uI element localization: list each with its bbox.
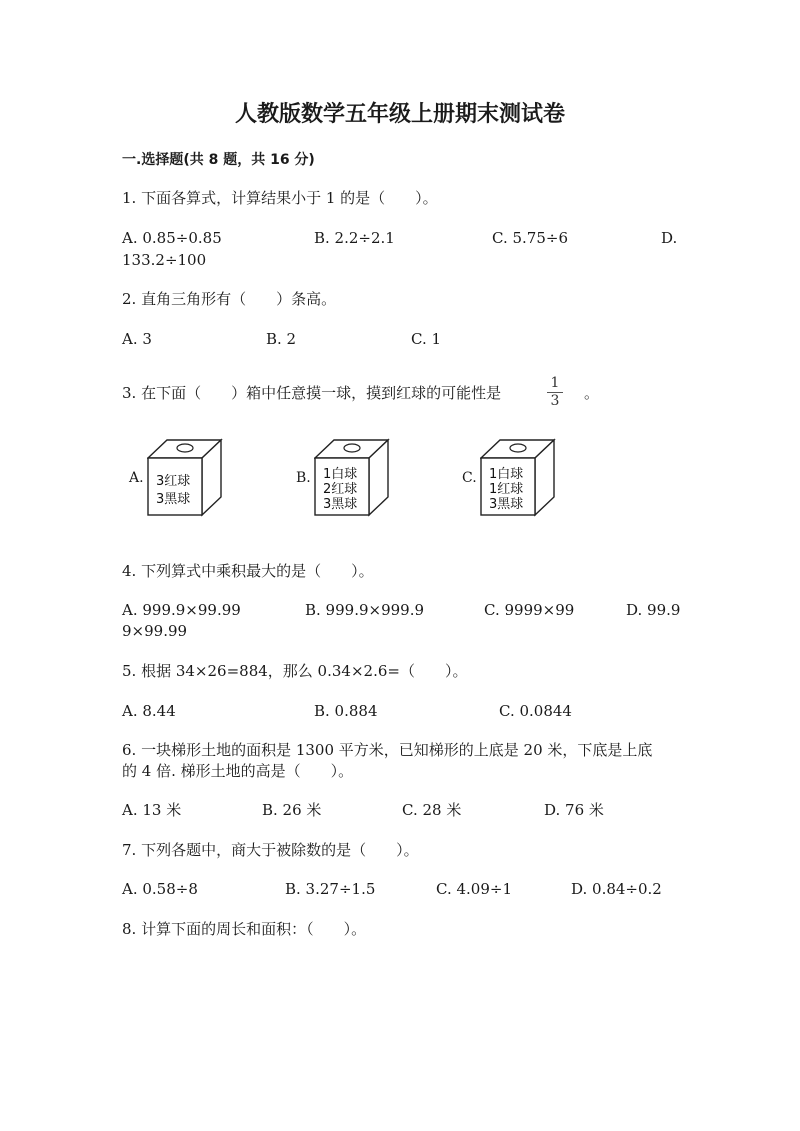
question-6-option-b: B. 26 米: [262, 801, 322, 819]
question-6-option-c: C. 28 米: [402, 801, 462, 819]
box-b-label: B.: [296, 470, 311, 486]
box-b-line-1: 1白球: [323, 467, 358, 482]
section-heading: 一.选择题(共 8 题，共 16 分): [122, 152, 315, 168]
box-a-line-2: 3黑球: [156, 492, 191, 507]
question-1-option-d-value: 133.2÷100: [122, 251, 207, 269]
question-1-option-a: A. 0.85÷0.85: [122, 229, 222, 247]
box-a-line-1: 3红球: [156, 474, 191, 489]
box-a-hole: [177, 444, 193, 452]
question-5-stem: 5. 根据 34×26=884，那么 0.34×2.6=（ ）。: [122, 662, 468, 680]
question-5-option-b: B. 0.884: [314, 702, 378, 720]
fraction-numerator: 1: [550, 375, 560, 391]
question-1-option-d: D.: [661, 229, 678, 247]
question-7-option-b: B. 3.27÷1.5: [285, 880, 376, 898]
question-2-option-b: B. 2: [266, 330, 297, 348]
question-4-stem: 4. 下列算式中乘积最大的是（ ）。: [122, 562, 374, 580]
question-1-option-c: C. 5.75÷6: [492, 229, 568, 247]
question-4-option-d: D. 99.9: [626, 601, 681, 619]
probability-fraction: [547, 376, 563, 409]
question-2-option-c: C. 1: [411, 330, 442, 348]
fraction-denominator: 3: [550, 393, 560, 409]
page-title: 人教版数学五年级上册期末测试卷: [234, 102, 565, 127]
question-6-stem-line-1: 6. 一块梯形土地的面积是 1300 平方米，已知梯形的上底是 20 米，下底是上底: [122, 741, 653, 759]
box-c-line-2: 1红球: [489, 482, 524, 497]
question-6-option-d: D. 76 米: [544, 801, 604, 819]
question-6-stem-line-2: 的 4 倍. 梯形土地的高是（ ）。: [122, 762, 354, 780]
box-c-label: C.: [462, 470, 477, 486]
question-6-option-a: A. 13 米: [122, 801, 182, 819]
question-3-stem-end: 。: [584, 384, 600, 402]
box-c-line-1: 1白球: [489, 467, 524, 482]
question-5-option-a: A. 8.44: [122, 702, 176, 720]
question-8-stem: 8. 计算下面的周长和面积：（ ）。: [122, 920, 367, 938]
box-b-line-3: 3黑球: [323, 497, 358, 512]
question-7-stem: 7. 下列各题中，商大于被除数的是（ ）。: [122, 841, 419, 859]
question-3-stem: 3. 在下面（ ）箱中任意摸一球，摸到红球的可能性是: [122, 384, 502, 402]
question-4-option-a: A. 999.9×99.99: [122, 601, 241, 619]
question-4-option-b: B. 999.9×999.9: [305, 601, 425, 619]
box-c-hole: [510, 444, 526, 452]
question-2-option-a: A. 3: [122, 330, 152, 348]
question-4-option-d-value: 9×99.99: [122, 622, 188, 640]
question-2-stem: 2. 直角三角形有（ ）条高。: [122, 290, 337, 308]
box-b-line-2: 2红球: [323, 482, 358, 497]
box-a-illustration: [147, 438, 227, 518]
question-7-option-a: A. 0.58÷8: [122, 880, 198, 898]
box-b-hole: [344, 444, 360, 452]
question-1-stem: 1. 下面各算式，计算结果小于 1 的是（ ）。: [122, 189, 438, 207]
box-b-illustration: [314, 438, 394, 518]
question-5-option-c: C. 0.0844: [499, 702, 572, 720]
question-1-option-b: B. 2.2÷2.1: [314, 229, 395, 247]
question-4-option-c: C. 9999×99: [484, 601, 575, 619]
question-7-option-d: D. 0.84÷0.2: [571, 880, 662, 898]
box-a-label: A.: [129, 470, 144, 486]
box-c-illustration: [480, 438, 560, 518]
question-7-option-c: C. 4.09÷1: [436, 880, 512, 898]
box-c-line-3: 3黑球: [489, 497, 524, 512]
